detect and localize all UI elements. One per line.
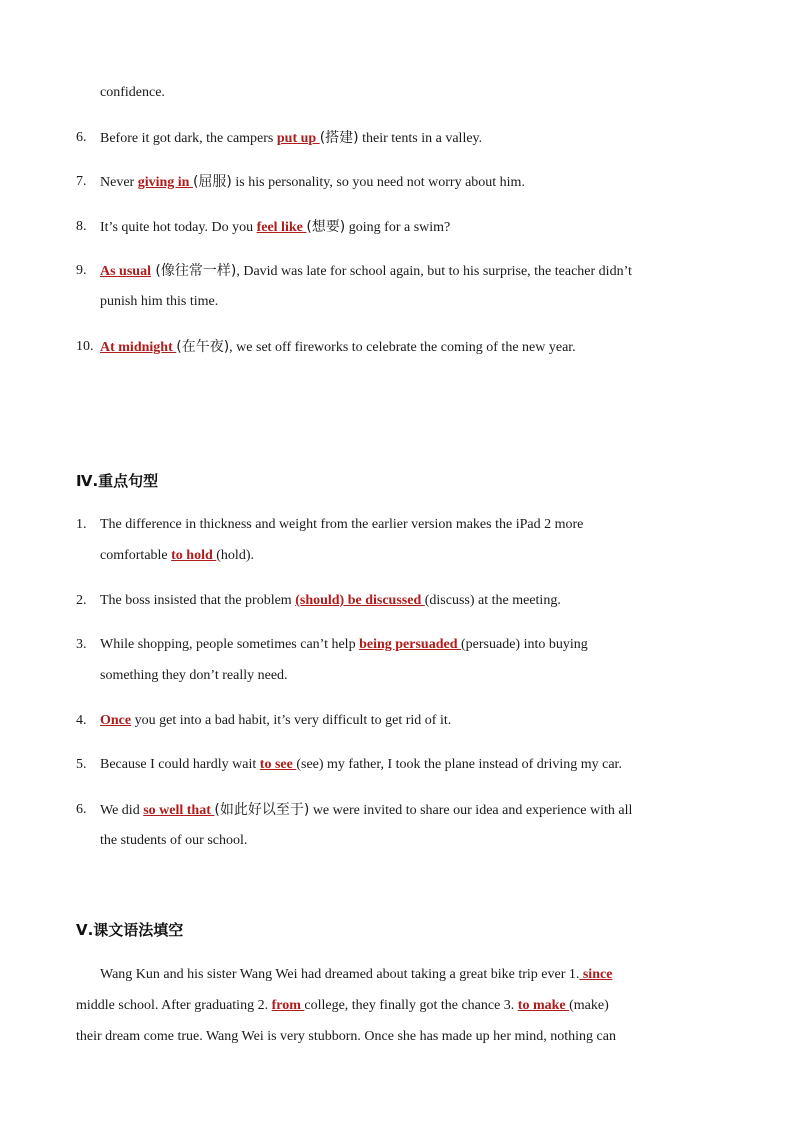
answer-from: from bbox=[271, 998, 305, 1013]
section-heading-iv: Ⅳ.重点句型 bbox=[76, 472, 159, 490]
answer-feel-like: feel like bbox=[256, 220, 307, 235]
answer-to-see: to see bbox=[259, 757, 297, 772]
answer-put-up: put up bbox=[276, 131, 320, 146]
answer-at-midnight: At midnight bbox=[100, 340, 177, 355]
answer-should-be-discussed: (should) be discussed bbox=[295, 593, 425, 608]
answer-to-hold: to hold bbox=[171, 548, 217, 563]
answer-to-make: to make bbox=[517, 998, 570, 1013]
answer-giving-in: giving in bbox=[137, 175, 193, 190]
answer-so-well-that: so well that bbox=[143, 803, 215, 818]
section-heading-v: Ⅴ.课文语法填空 bbox=[76, 921, 184, 939]
answer-once: Once bbox=[100, 713, 132, 728]
answer-since: since bbox=[579, 967, 613, 982]
answer-as-usual: As usual bbox=[100, 264, 151, 279]
answer-being-persuaded: being persuaded bbox=[359, 637, 461, 652]
